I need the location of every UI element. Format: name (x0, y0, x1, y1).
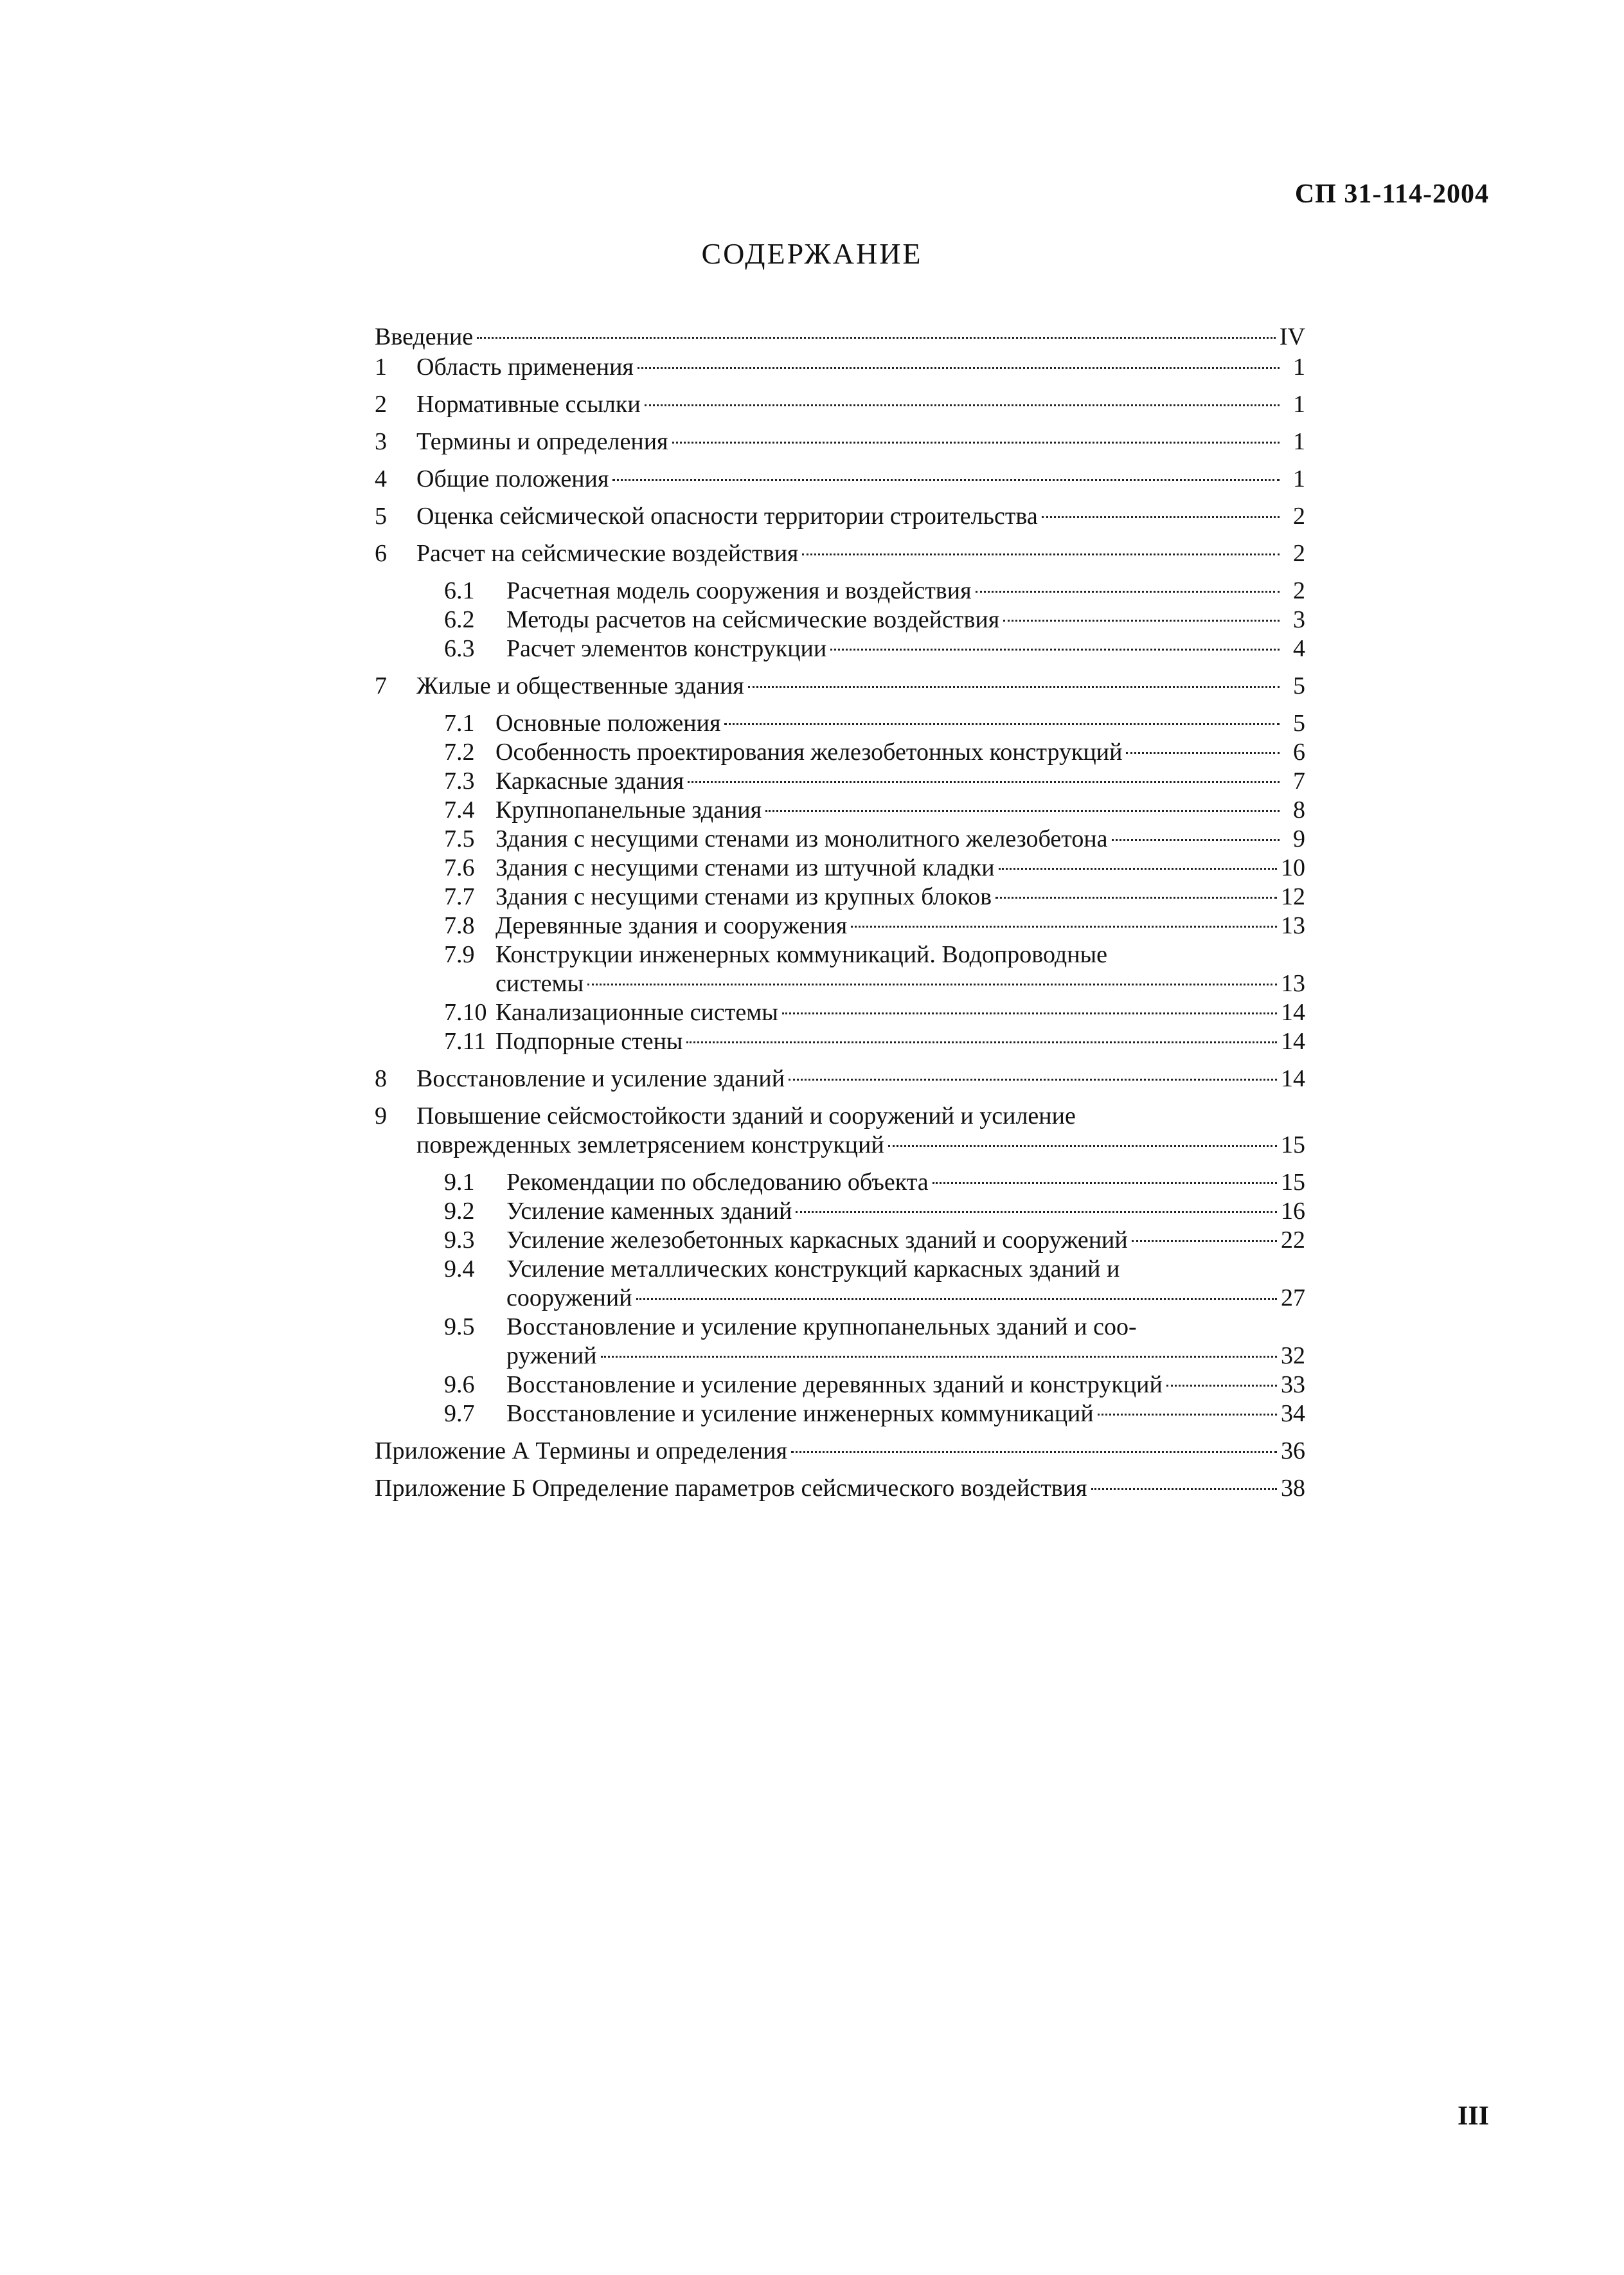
toc-subentry[interactable] (375, 912, 1305, 940)
toc-entry-page: 36 (1281, 1437, 1305, 1464)
dot-leader (830, 649, 1280, 651)
toc-entry-page: 13 (1281, 970, 1305, 997)
toc-entry-text: Введение (375, 323, 474, 350)
dot-leader (995, 897, 1277, 899)
dot-leader (1112, 839, 1280, 841)
toc-entry[interactable] (375, 427, 1305, 456)
toc-entry-text: Нормативные ссылки (416, 391, 641, 418)
toc-entry-text: Расчет на сейсмические воздействия (416, 540, 799, 567)
toc-entry-page: 13 (1281, 912, 1305, 939)
toc-subentry[interactable] (375, 634, 1305, 663)
toc-entry-number: 9.1 (444, 1169, 475, 1196)
toc-entry-text: Подпорные стены (495, 1028, 683, 1055)
toc-entry-page: 2 (1293, 503, 1305, 530)
toc-entry-page: 34 (1281, 1400, 1305, 1427)
toc-entry[interactable] (375, 672, 1305, 701)
toc-subentry[interactable] (375, 1027, 1305, 1056)
dot-leader (672, 442, 1280, 444)
toc-entry-page: 5 (1293, 672, 1305, 699)
toc-entry-number: 5 (375, 503, 387, 530)
toc-appendix-entry[interactable] (375, 1437, 1305, 1466)
toc-subentry[interactable] (375, 709, 1305, 738)
toc-entry-page: 33 (1281, 1371, 1305, 1398)
toc-entry-page: 1 (1293, 428, 1305, 455)
toc-entry-text-continued: поврежденных землетрясением конструкций (416, 1131, 884, 1158)
toc-entry[interactable] (375, 465, 1305, 494)
toc-entry-number: 7.2 (444, 739, 475, 766)
dot-leader (724, 723, 1280, 725)
toc-entry-page: 1 (1293, 354, 1305, 381)
toc-entry-number: 7.10 (444, 999, 487, 1026)
toc-entry-number: 1 (375, 354, 387, 381)
toc-entry-page: 22 (1281, 1227, 1305, 1254)
toc-entry-page: 5 (1293, 710, 1305, 737)
toc-entry-page: 1 (1293, 465, 1305, 492)
toc-entry-page: 4 (1293, 635, 1305, 662)
toc-entry-text: Основные положения (495, 710, 721, 737)
toc-entry-text: Восстановление и усиление зданий (416, 1065, 785, 1092)
dot-leader (612, 479, 1280, 481)
toc-entry-page: 8 (1293, 796, 1305, 823)
toc-entry-text: Деревянные здания и сооружения (495, 912, 848, 939)
toc-entry-text: Методы расчетов на сейсмические воздействия (506, 606, 1000, 633)
toc-entry-text: Восстановление и усиление инженерных коммуникаций (506, 1400, 1094, 1427)
toc-subentry[interactable] (375, 1399, 1305, 1428)
toc-entry-page: 15 (1281, 1131, 1305, 1158)
toc-entry-text: Конструкции инженерных коммуникаций. Водопроводные (495, 941, 1107, 968)
toc-entry-page: 14 (1281, 999, 1305, 1026)
dot-leader (1126, 752, 1280, 754)
dot-leader (782, 1012, 1277, 1014)
toc-entry-text: Приложение А Термины и определения (375, 1437, 787, 1464)
toc-subentry[interactable] (375, 1197, 1305, 1226)
toc-entry-number: 7.3 (444, 768, 475, 795)
dot-leader (1091, 1488, 1278, 1490)
toc-entry-number: 9.4 (444, 1255, 475, 1282)
toc-entry-text: Расчет элементов конструкции (506, 635, 827, 662)
toc-entry-number: 8 (375, 1065, 387, 1092)
dot-leader (851, 926, 1277, 928)
dot-leader (802, 553, 1280, 555)
toc-entry-page: 14 (1281, 1028, 1305, 1055)
dot-leader (638, 367, 1280, 369)
toc-entry-text: Термины и определения (416, 428, 668, 455)
toc-entry-number: 7.7 (444, 883, 475, 910)
toc-entry-number: 9.6 (444, 1371, 475, 1398)
toc-entry-number: 6.1 (444, 577, 475, 604)
toc-entry-text: Жилые и общественные здания (416, 672, 744, 699)
dot-leader (789, 1079, 1277, 1081)
toc-entry-text: Канализационные системы (495, 999, 778, 1026)
toc-entry-number: 6 (375, 540, 387, 567)
toc-entry-text: Приложение Б Определение параметров сейсмического воздействия (375, 1475, 1087, 1502)
dot-leader (765, 810, 1280, 812)
toc-entry-page: 2 (1293, 540, 1305, 567)
toc-entry-text: Рекомендации по обследованию объекта (506, 1169, 929, 1196)
toc-entry-text: Здания с несущими стенами из монолитного железобетона (495, 825, 1108, 852)
toc-title: СОДЕРЖАНИЕ (701, 237, 923, 270)
toc-entry-text: Восстановление и усиление деревянных зданий и конструкций (506, 1371, 1163, 1398)
toc-entry-text-continued: сооружений (506, 1284, 632, 1311)
toc-entry-text: Особенность проектирования железобетонных конструкций (495, 739, 1123, 766)
toc-subentry[interactable] (375, 854, 1305, 883)
toc-entry-text: Область применения (416, 354, 634, 381)
toc-entry-page: 38 (1281, 1475, 1305, 1502)
toc-subentry[interactable] (375, 767, 1305, 796)
toc-entry-number: 7.5 (444, 825, 475, 852)
dot-leader (888, 1145, 1277, 1147)
toc-entry-text: Восстановление и усиление крупнопанельных зданий и соо- (506, 1313, 1137, 1340)
toc-entry[interactable] (375, 1102, 1305, 1160)
page-number: III (1457, 2101, 1489, 2131)
toc-entry[interactable] (375, 323, 1305, 352)
toc-entry-page: 9 (1293, 825, 1305, 852)
toc-entry-number: 9.7 (444, 1400, 475, 1427)
toc-entry[interactable] (375, 539, 1305, 568)
toc-entry-number: 7.4 (444, 796, 475, 823)
toc-entry-number: 7.6 (444, 854, 475, 881)
table-of-contents (375, 323, 1305, 1503)
toc-subentry[interactable] (375, 1168, 1305, 1197)
dot-leader (587, 984, 1277, 985)
dot-leader (999, 868, 1277, 870)
toc-entry-page: 14 (1281, 1065, 1305, 1092)
dot-leader (636, 1298, 1278, 1300)
toc-subentry[interactable] (375, 1371, 1305, 1399)
toc-entry-text: Повышение сейсмостойкости зданий и сооружений и усиление (416, 1102, 1076, 1129)
toc-entry-number: 2 (375, 391, 387, 418)
toc-subentry[interactable] (375, 577, 1305, 606)
dot-leader (1003, 620, 1280, 622)
toc-entry-number: 7.1 (444, 710, 475, 737)
toc-entry-page: 10 (1281, 854, 1305, 881)
toc-entry-number: 7 (375, 672, 387, 699)
toc-entry-page: 15 (1281, 1169, 1305, 1196)
dot-leader (645, 404, 1280, 406)
toc-entry-number: 4 (375, 465, 387, 492)
toc-entry-text: Здания с несущими стенами из крупных блоков (495, 883, 992, 910)
toc-entry-number: 7.11 (444, 1028, 486, 1055)
toc-entry-number: 3 (375, 428, 387, 455)
dot-leader (796, 1211, 1277, 1213)
toc-entry-number: 7.9 (444, 941, 475, 968)
toc-entry-text-continued: системы (495, 970, 584, 997)
toc-entry-page: IV (1279, 323, 1305, 350)
toc-entry-text: Крупнопанельные здания (495, 796, 762, 823)
toc-entry-page: 1 (1293, 391, 1305, 418)
toc-subentry[interactable] (375, 940, 1305, 998)
toc-subentry[interactable] (375, 825, 1305, 854)
toc-subentry[interactable] (375, 883, 1305, 912)
toc-entry-text: Каркасные здания (495, 768, 684, 795)
toc-entry-text: Оценка сейсмической опасности территории строительства (416, 503, 1038, 530)
toc-entry[interactable] (375, 502, 1305, 531)
toc-entry-number: 9.5 (444, 1313, 475, 1340)
toc-entry-page: 27 (1281, 1284, 1305, 1311)
toc-entry-number: 6.2 (444, 606, 475, 633)
toc-entry-page: 12 (1281, 883, 1305, 910)
dot-leader (1098, 1414, 1277, 1416)
dot-leader (686, 1041, 1277, 1043)
toc-entry-text-continued: ружений (506, 1342, 597, 1369)
toc-entry-number: 9.2 (444, 1198, 475, 1225)
toc-subentry[interactable] (375, 606, 1305, 634)
toc-entry-page: 2 (1293, 577, 1305, 604)
toc-entry-text: Расчетная модель сооружения и воздействия (506, 577, 972, 604)
dot-leader (791, 1451, 1277, 1453)
toc-entry-text: Усиление металлических конструкций каркасных зданий и (506, 1255, 1120, 1282)
dot-leader (1166, 1385, 1277, 1387)
dot-leader (477, 337, 1276, 339)
dot-leader (1042, 516, 1280, 518)
toc-entry-number: 9 (375, 1102, 387, 1129)
toc-entry-text: Общие положения (416, 465, 609, 492)
toc-subentry[interactable] (375, 738, 1305, 767)
dot-leader (748, 686, 1280, 688)
toc-entry-text: Усиление каменных зданий (506, 1198, 792, 1225)
dot-leader (932, 1182, 1277, 1184)
dot-leader (1132, 1240, 1277, 1242)
toc-entry[interactable] (375, 1065, 1305, 1093)
toc-entry-number: 6.3 (444, 635, 475, 662)
toc-subentry[interactable] (375, 1226, 1305, 1255)
toc-entry-text: Здания с несущими стенами из штучной кладки (495, 854, 995, 881)
dot-leader (976, 591, 1280, 593)
toc-subentry[interactable] (375, 796, 1305, 825)
toc-subentry[interactable] (375, 998, 1305, 1027)
toc-entry[interactable] (375, 353, 1305, 382)
toc-entry-page: 7 (1293, 768, 1305, 795)
toc-entry-page: 6 (1293, 739, 1305, 766)
toc-entry-text: Усиление железобетонных каркасных зданий и сооружений (506, 1227, 1128, 1254)
toc-entry-page: 3 (1293, 606, 1305, 633)
toc-entry-page: 32 (1281, 1342, 1305, 1369)
toc-entry-number: 7.8 (444, 912, 475, 939)
document-code: СП 31-114-2004 (1294, 179, 1489, 209)
toc-entry[interactable] (375, 390, 1305, 419)
toc-entry-number: 9.3 (444, 1227, 475, 1254)
toc-subentry[interactable] (375, 1255, 1305, 1313)
toc-appendix-entry[interactable] (375, 1474, 1305, 1503)
dot-leader (601, 1356, 1277, 1358)
toc-entry-page: 16 (1281, 1198, 1305, 1225)
dot-leader (688, 781, 1280, 783)
toc-subentry[interactable] (375, 1313, 1305, 1371)
